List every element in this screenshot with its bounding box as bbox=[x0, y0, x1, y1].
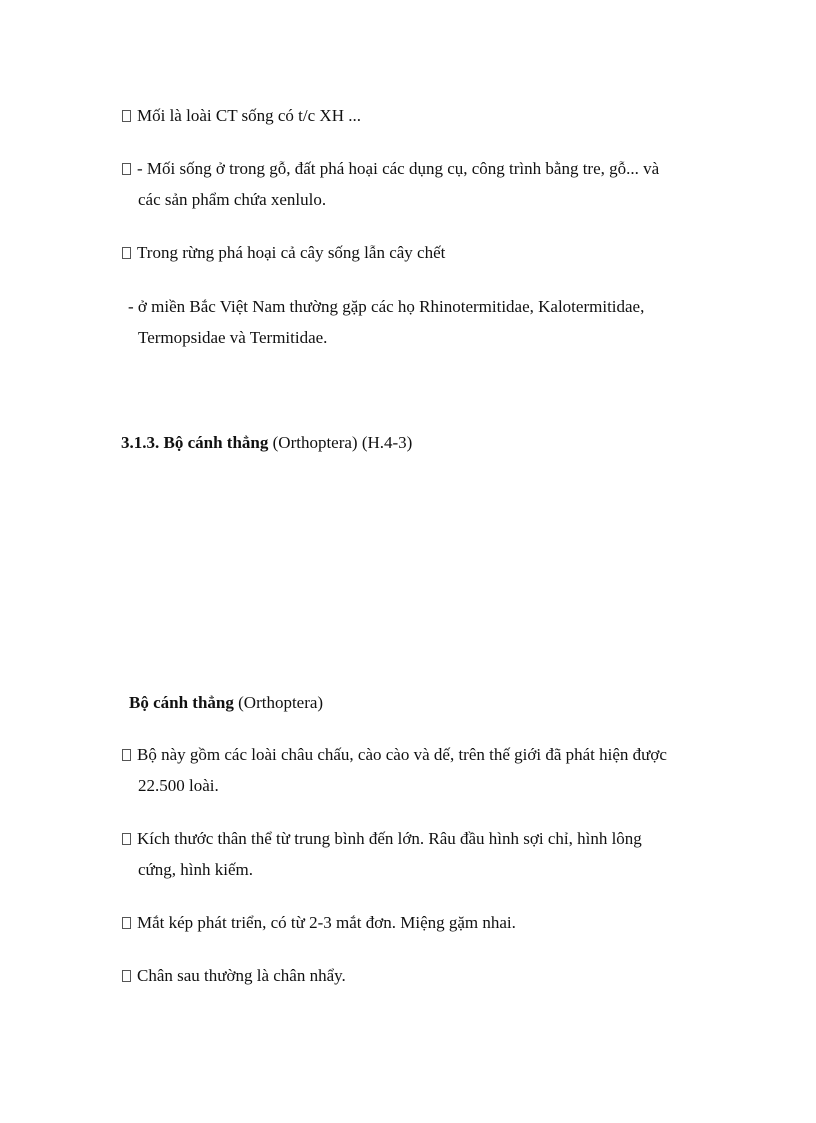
heading-rest-text: (Orthoptera) (H.4-3) bbox=[268, 433, 413, 452]
bullet-line bbox=[122, 965, 346, 987]
continuation-line bbox=[138, 189, 326, 211]
bullet-icon bbox=[122, 749, 131, 761]
subheading bbox=[129, 692, 323, 714]
bullet-icon bbox=[122, 163, 131, 175]
subheading-bold-text: Bộ cánh thẳng bbox=[129, 693, 234, 712]
bullet-text: - Mối sống ở trong gỗ, đất phá hoại các dụng cụ, công trình bằng tre, gỗ... và bbox=[137, 159, 660, 178]
continuation-line bbox=[138, 775, 219, 797]
bullet-line bbox=[122, 158, 659, 180]
bullet-text: Mắt kép phát triển, có từ 2-3 mắt đơn. Miệng gặm nhai. bbox=[137, 913, 516, 932]
bullet-line bbox=[122, 242, 445, 264]
bullet-line bbox=[122, 912, 516, 934]
bullet-icon bbox=[122, 110, 131, 122]
heading-bold-text: 3.1.3. Bộ cánh thẳng bbox=[121, 433, 269, 452]
bullet-text: Kích thước thân thể từ trung bình đến lớn. Râu đầu hình sợi chỉ, hình lông bbox=[137, 829, 642, 848]
bullet-text: Trong rừng phá hoại cả cây sống lẫn cây chết bbox=[137, 243, 446, 262]
subheading-rest-text: (Orthoptera) bbox=[233, 693, 324, 712]
body-text: - ở miền Bắc Việt Nam thường gặp các họ Rhinotermitidae, Kalotermitidae, bbox=[128, 297, 645, 316]
section-heading bbox=[121, 432, 412, 454]
bullet-line bbox=[122, 744, 667, 766]
bullet-icon bbox=[122, 247, 131, 259]
bullet-text: 22.500 loài. bbox=[138, 776, 219, 795]
bullet-text: các sản phẩm chứa xenlulo. bbox=[138, 190, 327, 209]
bullet-text: Bộ này gồm các loài châu chấu, cào cào và dế, trên thế giới đã phát hiện được bbox=[137, 745, 667, 764]
bullet-icon bbox=[122, 833, 131, 845]
bullet-text: Chân sau thường là chân nhẩy. bbox=[137, 966, 346, 985]
bullet-line bbox=[122, 828, 642, 850]
bullet-line bbox=[122, 105, 361, 127]
body-text: Termopsidae và Termitidae. bbox=[138, 328, 328, 347]
bullet-text: Mối là loài CT sống có t/c XH ... bbox=[137, 106, 361, 125]
continuation-line bbox=[138, 859, 253, 881]
bullet-text: cứng, hình kiếm. bbox=[138, 860, 253, 879]
continuation-line bbox=[138, 327, 327, 349]
dash-line bbox=[128, 296, 644, 318]
bullet-icon bbox=[122, 970, 131, 982]
bullet-icon bbox=[122, 917, 131, 929]
